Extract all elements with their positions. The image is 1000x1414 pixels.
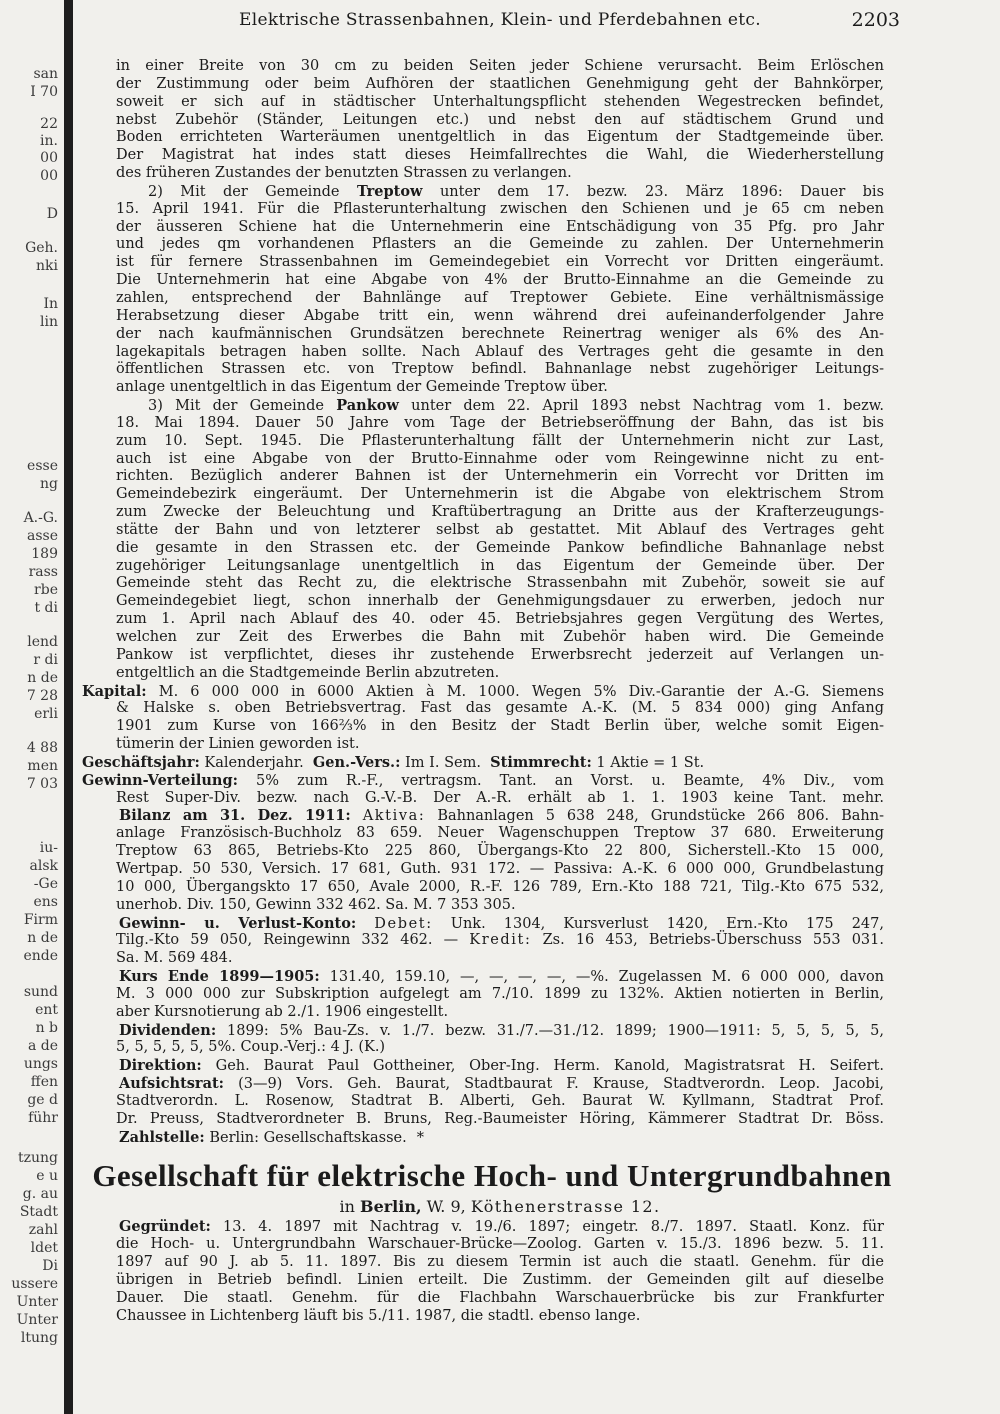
entry-label: Aufsichtsrat: [119,1075,225,1093]
margin-fragment: ens [33,894,58,910]
margin-fragment: lend [27,634,58,650]
text-line: 18. Mai 1894. Dauer 50 Jahre vom Tage der Betriebseröffnung der Bahn, das ist bis [116,414,884,431]
text-line: 10 000, Übergangskto 17 650, Avale 2000, R.-F. 126 789, Ern.-Kto 188 721, Tilg.-Kto 675 532, [116,878,884,895]
margin-fragment: 7 28 [26,688,58,704]
margin-fragment: g. au [22,1186,58,1202]
text-line: Gemeindebezirk eingeräumt. Der Unternehmerin ist die Abgabe von elektrischem Strom [116,486,884,503]
margin-fragment: führ [28,1110,58,1126]
entry-value: Bahnanlagen 5 638 248, Grundstücke 266 806. Bahn- [437,808,884,825]
text-line [116,932,884,950]
entry-label: Gen.-Vers.: [312,753,401,771]
text-line: anlage Französisch-Buchholz 83 659. Neuer Wagenschuppen Treptow 37 680. Erweiterung [116,825,884,842]
margin-fragment: ltung [20,1330,58,1346]
text-line: welchen zur Zeit des Erwerbes die Bahn mit Zubehör haben wird. Die Gemeinde [116,629,884,645]
margin-fragment: Stadt [19,1204,58,1220]
margin-fragment: nki [36,258,58,274]
margin-fragment: men [27,758,58,774]
margin-fragment: 00 [40,168,58,184]
text-line [116,915,884,933]
entry-gegruendet [116,1218,884,1325]
text-line: zum 1. April nach Ablauf des 40. oder 45. Betriebsjahres gegen Vergütung des Wertes, [116,611,884,628]
contract-pankow [116,397,884,683]
margin-fragment: san [33,66,58,82]
text-line: zum 10. Sept. 1945. Die Pflasterunterhaltung fällt der Unternehmerin nicht zur Last, [116,432,884,449]
text-line: Rest Super-Div. bezw. nach G.-V.-B. Der A.-R. erhält ab 1. 1. 1903 keine Tant. mehr. [116,789,884,806]
text-line [116,183,884,201]
text-line: öffentlichen Strassen etc. von Treptow befindl. Bahnanlage nebst zugehöriger Leitungs- [116,361,884,378]
margin-fragment: Firm [23,912,58,928]
entry-label: Stimmrecht: [490,753,592,771]
text-line: und jedes qm vorhandenen Pflasters an die Gemeinde zu zahlen. Der Unternehmerin [116,236,884,253]
margin-fragment: zahl [28,1222,58,1238]
margin-fragment: ungs [23,1056,58,1072]
entry-label: Direktion: [119,1057,202,1075]
aktiva-label: Aktiva: [362,808,426,825]
text-line [82,772,884,790]
text-line [116,807,884,825]
entry-value: Geh. Baurat Paul Gottheiner, Ober-Ing. Herm. Kanold, Magistratsrat H. Seifert. [215,1058,885,1075]
entry-label: Bilanz am 31. Dez. 1911: [119,807,351,825]
text-line: Boden errichteten Warteräumen unentgeltlich in das Eigentum der Stadtgemeinde über. [116,129,884,146]
text-line: zahlen, entsprechend der Bahnlänge auf Treptower Gebiete. Eine verhältnismässige [116,289,884,306]
margin-fragment: -Ge [33,876,58,892]
margin-fragment: n de [27,930,58,946]
margin-fragment: A.-G. [23,510,58,526]
margin-fragment: 7 03 [26,776,58,792]
margin-fragment: alsk [29,858,58,874]
entry-value: Im I. Sem. [405,754,481,771]
text-line: 1901 zum Kurse von 166⅔% in den Besitz der Stadt Berlin über, welche somit Eigen- [116,718,884,735]
text-line [116,397,884,415]
entry-aufsichtsrat [116,1075,884,1129]
margin-fragment: lin [40,314,58,330]
text-line: der äusseren Schiene hat die Unternehmerin eine Entschädigung von 35 Pfg. pro Jahr [116,218,884,235]
margin-fragment: e u [36,1168,58,1184]
margin-fragment: n b [35,1020,58,1036]
entry-value: 131.40, 159.10, —, —, —, —, —%. Zugelassen M. 6 000 000, davon [329,969,885,986]
text-line: der nach kaufmännischen Grundsätzen berechnete Reinertrag weniger als 6% des An- [116,325,884,342]
entry-label: Gewinn- u. Verlust-Konto: [119,914,357,932]
margin-fragment: rass [28,564,58,580]
contract-lead: 2) Mit der Gemeinde [148,183,340,200]
location-prefix: in [339,1197,355,1217]
section-gap [116,1146,884,1156]
text-line: der Zustimmung oder beim Aufhören der staatlichen Genehmigung geht der Bahnkörper, [116,75,884,92]
entry-label: Geschäftsjahr: [82,753,200,771]
entry-value: Zs. 16 453, Betriebs-Überschuss 553 031. [542,932,884,949]
text-line: Die Unternehmerin hat eine Abgabe von 4% der Brutto-Einnahme an die Gemeinde zu [116,272,884,289]
text-line: Gemeindegebiet liegt, schon innerhalb der Genehmigungsdauer zu erwerben, jedoch nur [116,593,884,610]
text-line: übrigen in Betrieb befindl. Linien erteilt. Die Zustimm. der Gemeinden gilt auf dieselbe [116,1272,884,1288]
text-line: 1897 auf 90 J. ab 5. 11. 1897. Bis zu diesem Termin ist auch die staatl. Genehm. für die [116,1254,884,1271]
text-line: entgeltlich an die Stadtgemeinde Berlin abzutreten. [116,664,500,681]
margin-fragment: rbe [34,582,58,598]
paragraph-continuation [116,58,884,183]
text-line: zugehöriger Leitungsanlage unentgeltlich in das Eigentum der Gemeinde über. Der [116,557,884,574]
text-line: stätte der Bahn und von letzterer selbst ab gestattet. Mit Ablauf des Vertrages geht [116,521,884,538]
margin-fragment: 4 88 [26,740,58,756]
municipality-name: Pankow [336,397,399,415]
entry-bilanz [116,807,884,914]
margin-fragment: asse [26,528,58,544]
running-header: Elektrische Strassenbahnen, Klein- und Pferdebahnen etc. [239,10,761,30]
margin-fragment: ng [40,476,58,492]
margin-fragment: In [43,296,58,312]
margin-fragment: Unter [16,1294,58,1310]
margin-fragment: in. [40,133,58,149]
entry-value: Kalenderjahr. [204,754,304,771]
margin-fragment: I 70 [30,84,58,100]
text-line: auch ist eine Abgabe von der Brutto-Einnahme oder vom Reingewinne nicht zu ent- [116,450,884,467]
text-line: zum Zwecke der Beleuchtung und Kraftübertragung an Dritte aus der Krafterzeugungs- [116,504,884,521]
entry-direktion [116,1057,884,1075]
margin-fragment: ent [35,1002,58,1018]
entry-value: 13. 4. 1897 mit Nachtrag v. 19./6. 1897; eingetr. 8./7. 1897. Staatl. Konz. für [223,1219,884,1236]
page-number: 2203 [851,9,900,31]
margin-fragment: t di [34,600,58,616]
margin-fragment: a de [27,1038,58,1054]
entry-gewinn-verteilung [82,771,885,808]
text-line: 15. April 1941. Für die Pflasterunterhaltung zwischen den Schienen und je 65 cm neben [116,200,884,217]
text-line: lagekapitals betragen haben sollte. Nach Ablauf des Vertrages geht die gesamte in den [116,343,884,360]
entry-gewinn-verlust [116,915,884,969]
text-line: Dr. Preuss, Stadtverordneter B. Bruns, Reg.-Baumeister Höring, Kämmerer Stadtrat Dr. Böss. [116,1110,884,1127]
text-line: tümerin der Linien geworden ist. [116,736,360,753]
entry-value: 1 Aktie = 1 St. [596,754,705,771]
text-line: Der Magistrat hat indes statt dieses Heimfallrechtes die Wahl, die Wiederherstellung [116,147,884,164]
company-street: Köthenerstrasse 12. [470,1197,661,1217]
text-line: die gesamte in den Strassen etc. der Gemeinde Pankow befindliche Bahnanlage nebst [116,539,884,556]
margin-fragment: ende [23,948,58,964]
text-line: Gemeinde steht das Recht zu, die elektrische Strassenbahn mit Zubehör, soweit sie auf [116,575,884,592]
entry-label: Zahlstelle: [119,1128,205,1146]
entry-value: (3—9) Vors. Geh. Baurat, Stadtbaurat F. Krause, Stadtverordn. Leop. Jacobi, [238,1076,884,1093]
text-line: anlage unentgeltlich in das Eigentum der Gemeinde Treptow über. [116,379,608,396]
margin-fragment: 189 [31,546,58,562]
margin-fragment: D [46,206,58,222]
margin-fragment: iu- [39,840,58,856]
end-of-entry-mark: * [416,1129,424,1146]
company-city: Berlin, [360,1197,422,1217]
entry-value: 5% zum R.-F., vertragsm. Tant. an Vorst. u. Beamte, 4% Div., vom [256,772,885,789]
contract-lead: 3) Mit der Gemeinde [148,398,325,415]
text-line: & Halske s. oben Betriebsvertrag. Fast das gesamte A.-K. (M. 5 834 000) ging Anfang [116,700,884,717]
text-line: Sa. M. 569 484. [116,950,233,967]
text-line: aber Kursnotierung ab 2./1. 1906 eingestellt. [116,1003,449,1020]
text-line: ist für fernere Strassenbahnen im Gemeindegebiet ein Vorrecht vor Dritten eingeräumt. [116,254,884,271]
text-line [116,968,884,986]
margin-fragment: Di [42,1258,58,1274]
text-line: richten. Bezüglich anderer Bahnen ist der Unternehmerin ein Vorrecht vor Dritten im [116,468,884,485]
entry-label: Dividenden: [119,1021,217,1039]
text-line: Treptow 63 865, Betriebs-Kto 225 860, Übergangs-Kto 22 800, Sicherstell.-Kto 15 000, [116,843,884,860]
text-line: M. 3 000 000 zur Subskription aufgelegt am 7./10. 1899 zu 132%. Aktien notierten in Berlin, [116,985,884,1002]
page-binding-edge [64,0,73,1414]
contract-date: unter dem 17. bezw. 23. März 1896: Dauer bis [439,183,885,200]
entry-label: Kurs Ende 1899—1905: [119,968,320,986]
margin-fragment: ldet [30,1240,58,1256]
entry-value: M. 6 000 000 in 6000 Aktien à M. 1000. Wegen 5% Div.-Garantie der A.-G. Siemens [158,683,885,700]
entry-value: Berlin: Gesellschaftskasse. [209,1129,407,1146]
debet-label: Debet: [374,915,433,932]
margin-fragment: 22 [40,116,58,132]
entry-kapital [82,682,885,754]
text-line: Wertpap. 50 530, Versich. 17 681, Guth. 931 172. — Passiva: A.-K. 6 000 000, Grundbelastung [116,860,884,877]
margin-fragment: ffen [30,1074,58,1090]
text-line: Pankow ist verpflichtet, dieses ihr zustehende Erwerbsrecht jederzeit auf Verlangen un- [116,646,884,663]
margin-fragment: esse [27,458,58,474]
text-line: in einer Breite von 30 cm zu beiden Seiten jeder Schiene verursacht. Beim Erlöschen [116,58,884,74]
text-line: die Hoch- u. Untergrundbahn Warschauer-Brücke—Zoolog. Garten v. 15./3. 1896 bezw. 5. 11. [116,1236,884,1253]
text-line: soweit er sich auf in städtischer Unterhaltungspflicht stehenden Wegestrecken befindet, [116,93,884,110]
previous-page-margin [0,58,62,1414]
margin-fragment: ge d [27,1092,58,1108]
entry-dividenden [116,1022,884,1058]
entry-label: Kapital: [82,682,147,700]
text-line: Dauer. Die staatl. Genehm. für die Flachbahn Warschauerbrücke bis zur Frankfurter [116,1289,884,1306]
entry-zahlstelle [116,1129,884,1147]
margin-fragment: n de [27,670,58,686]
margin-fragment: 00 [40,150,58,166]
text-line [116,1022,884,1040]
kredit-label: Kredit: [469,932,532,949]
page-body [82,58,892,1358]
text-line: des früheren Zustandes der benutzten Strassen zu verlangen. [116,165,572,182]
margin-fragment: Geh. [25,240,58,256]
margin-fragment: sund [23,984,58,1000]
text-line: Herabsetzung dieser Abgabe tritt ein, wenn während drei aufeinanderfolgender Jahre [116,307,884,324]
entry-value: Unk. 1304, Kursverlust 1420, Ern.-Kto 175 247, [450,915,884,932]
entry-value: Tilg.-Kto 59 050, Reingewinn 332 462. — [116,932,459,949]
contract-date: unter dem 22. April 1893 nebst Nachtrag vom 1. bezw. [411,398,885,415]
entry-kurs [116,968,884,1022]
margin-fragment: erli [34,706,58,722]
company-location [116,1196,884,1218]
text-line [116,1218,884,1236]
text-line: Stadtverordn. L. Rosenow, Stadtrat B. Alberti, Geh. Baurat W. Kyllmann, Stadtrat Prof. [116,1092,884,1109]
margin-fragment: r di [33,652,58,668]
text-line: 5, 5, 5, 5, 5, 5%. Coup.-Verj.: 4 J. (K.) [116,1039,386,1056]
margin-fragment: tzung [18,1150,58,1166]
margin-fragment: Unter [16,1312,58,1328]
text-line [116,1075,884,1093]
contract-treptow [116,183,884,397]
text-line [82,683,884,701]
text-line: nebst Zubehör (Ständer, Leitungen etc.) und nebst den auf städtischem Grund und [116,111,884,128]
company-district: W. 9, [426,1197,466,1217]
margin-fragment: ussere [11,1276,58,1292]
entry-value: 1899: 5% Bau-Zs. v. 1./7. bezw. 31./7.—31./12. 1899; 1900—1911: 5, 5, 5, 5, 5, [227,1022,884,1039]
entry-label: Gewinn-Verteilung: [82,771,238,789]
company-heading: Gesellschaft für elektrische Hoch- und Untergrundbahnen [92,1158,892,1194]
entry-geschaeftsjahr [82,754,884,772]
text-line: unerhob. Div. 150, Gewinn 332 462. Sa. M. 7 353 305. [116,896,516,913]
entry-label: Gegründet: [119,1218,211,1236]
text-line: Chaussee in Lichtenberg läuft bis 5./11. 1987, die stadtl. ebenso lange. [116,1307,641,1324]
municipality-name: Treptow [356,182,423,200]
